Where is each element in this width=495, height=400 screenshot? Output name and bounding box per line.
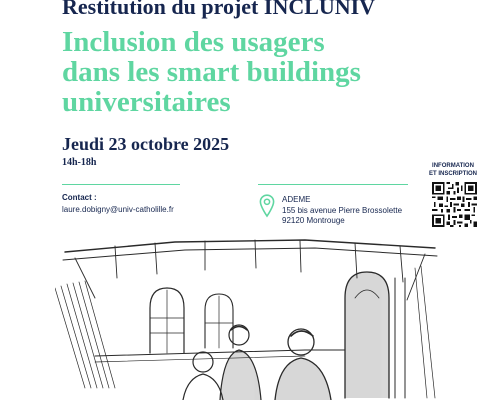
registration-caption: [424, 162, 482, 178]
event-title: [62, 27, 392, 117]
event-hours: 14h-18h: [62, 157, 97, 168]
building-interior-sketch: [55, 238, 440, 400]
event-title-line-3: universitaires: [62, 86, 231, 118]
contact-label: Contact :: [62, 193, 97, 202]
map-pin-icon: [259, 194, 275, 218]
venue-city: 92120 Montrouge: [282, 216, 345, 225]
project-kicker: Restitution du projet INCLUNIV: [62, 0, 376, 19]
location-divider: [258, 184, 408, 185]
event-date: Jeudi 23 octobre 2025: [62, 134, 230, 154]
venue-name: ADEME: [282, 195, 311, 204]
contact-divider: [62, 184, 180, 185]
registration-caption-line-1: INFORMATION: [432, 163, 474, 169]
event-title-line-1: Inclusion des usagers: [62, 26, 325, 58]
registration-caption-line-2: ET INSCRIPTION: [428, 171, 477, 177]
qr-code-icon[interactable]: [432, 182, 477, 227]
event-title-line-2: dans les smart buildings: [62, 56, 361, 88]
contact-email-link[interactable]: laure.dobigny@univ-catholille.fr: [62, 205, 174, 214]
event-address: [282, 195, 402, 227]
venue-street: 155 bis avenue Pierre Brossolette: [282, 205, 403, 215]
